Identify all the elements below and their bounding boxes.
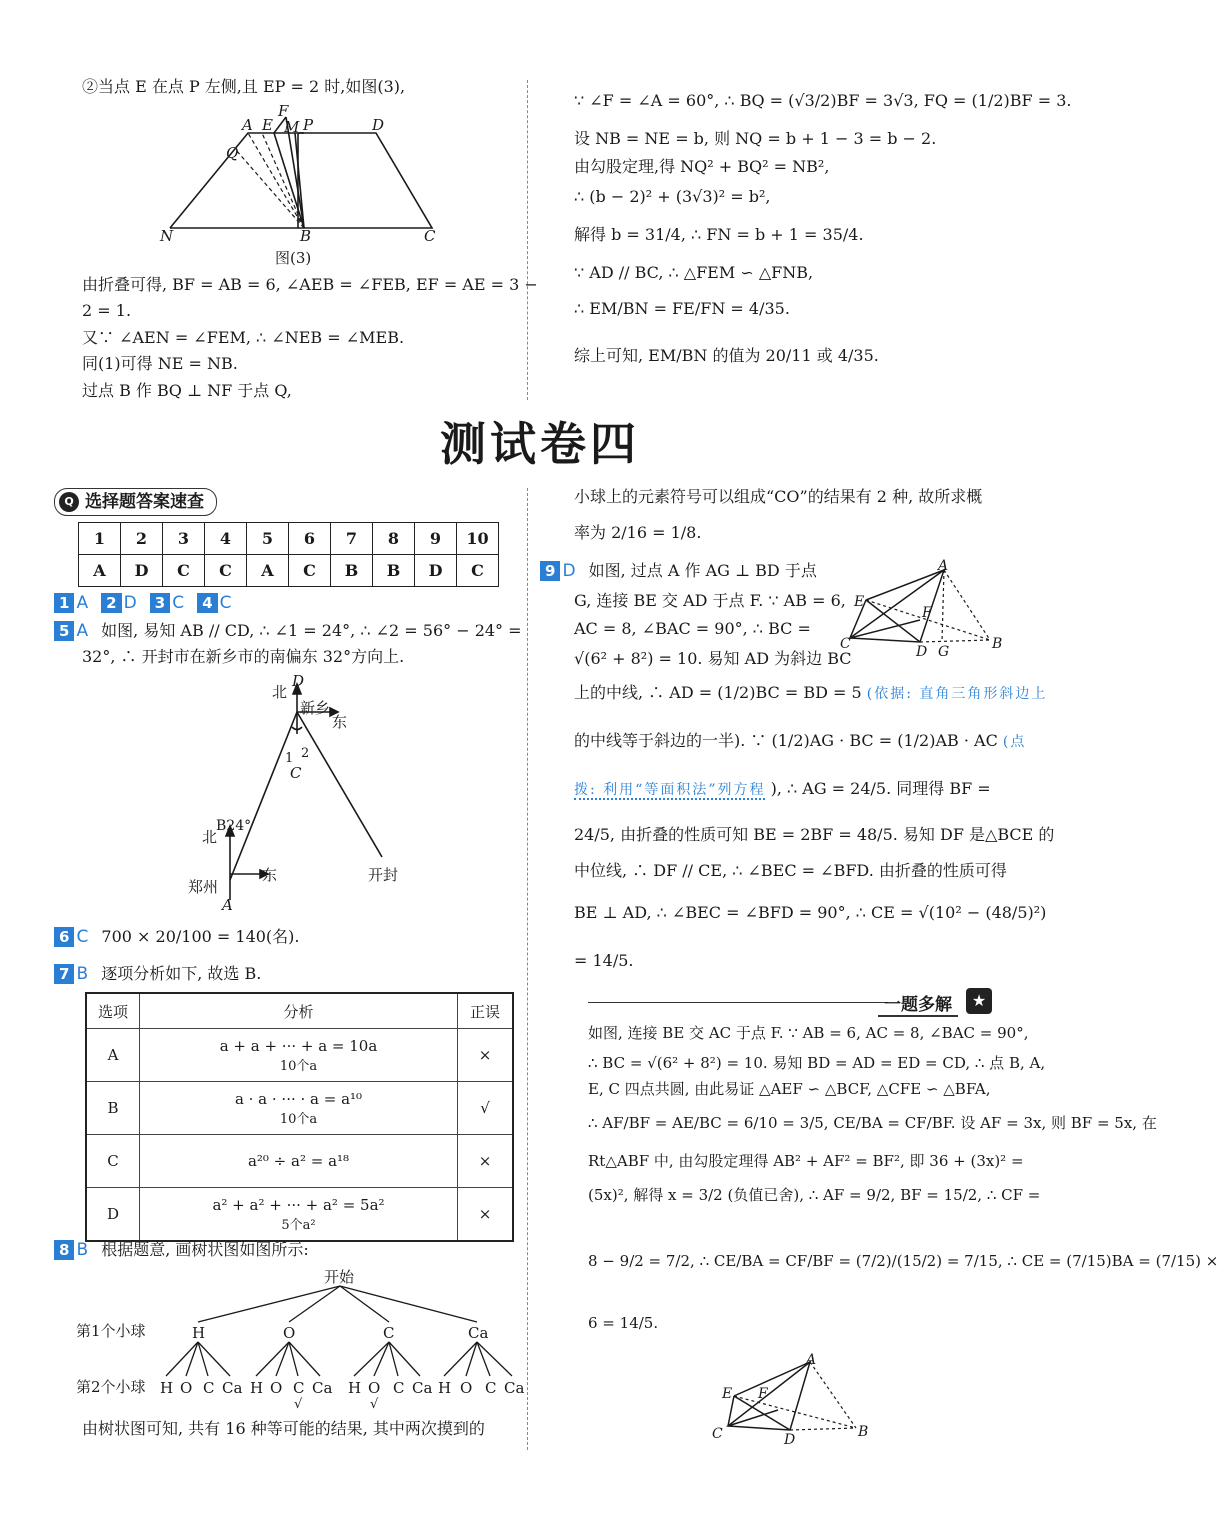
- multi-line-1: 如图, 连接 BE 交 AC 于点 F. ∵ AB = 6, AC = 8, ∠BAC = 90°,: [588, 1024, 1029, 1042]
- q5-line-2: 32°, ∴ 开封市在新乡市的南偏东 32°方向上.: [82, 647, 405, 666]
- qans: C: [289, 555, 331, 587]
- tree-leaf: C: [485, 1379, 497, 1397]
- label-b: B: [858, 1424, 869, 1440]
- q5-text-1: 如图, 易知 AB // CD, ∴ ∠1 = 24°, ∴ ∠2 = 56° − 24° =: [101, 621, 522, 640]
- label-b: B: [300, 227, 312, 245]
- label-f: F: [758, 1386, 768, 1402]
- header-option: 选项: [86, 993, 140, 1029]
- table-row: [86, 1188, 513, 1242]
- analysis-formula: a²⁰ ÷ a² = a¹⁸: [247, 1152, 350, 1170]
- q9-tip-2: (点: [1002, 734, 1027, 750]
- quick-numbers-row: [79, 523, 499, 555]
- tree-leaf: O: [270, 1379, 283, 1397]
- tree-check-mark: √: [370, 1397, 379, 1412]
- qnum: 8: [373, 523, 415, 555]
- tree-node-o: O: [283, 1324, 296, 1342]
- label-c: C: [840, 636, 851, 652]
- q9-line-9: 中位线, ∴ DF // CE, ∴ ∠BEC = ∠BFD. 由折叠的性质可得: [574, 861, 1007, 880]
- q8-answer: B: [76, 1240, 89, 1260]
- multi-line-7: 8 − 9/2 = 7/2, ∴ CE/BA = CF/BF = (7/2)/(15/2) = 7/15, ∴ CE = (7/15)BA = (7/15) ×: [588, 1252, 1218, 1270]
- multi-line-8: 6 = 14/5.: [588, 1314, 659, 1332]
- q7-analysis-table: [85, 992, 514, 1242]
- q9-line-11: = 14/5.: [574, 951, 634, 970]
- label-e: E: [262, 116, 273, 134]
- q4-badge: 4: [197, 593, 217, 613]
- tree-leaf: H: [348, 1379, 362, 1397]
- q8-text: 根据题意, 画树状图如图所示:: [101, 1240, 309, 1259]
- analysis-cell: [140, 1188, 458, 1242]
- label-north-bottom: 北: [202, 828, 218, 846]
- verdict-cell: ×: [458, 1029, 514, 1082]
- q9-tip-1: (依据: 直角三角形斜边上: [866, 686, 1048, 702]
- label-angle-1: 1: [285, 751, 294, 766]
- tree-check-mark: √: [294, 1397, 303, 1412]
- quick-answers-table: [78, 522, 499, 587]
- multi-line-5: Rt△ABF 中, 由勾股定理得 AB² + AF² = BF², 即 36 + (3x)² =: [588, 1152, 1024, 1170]
- q1-answer: A: [76, 593, 89, 613]
- right-line-2: 设 NB = NE = b, 则 NQ = b + 1 − 3 = b − 2.: [574, 129, 937, 148]
- qnum: 1: [79, 523, 121, 555]
- label-d-top: D: [292, 672, 305, 690]
- qnum: 3: [163, 523, 205, 555]
- analysis-formula: a · a · ··· · a = a¹⁰: [234, 1089, 363, 1108]
- multi-line-3: E, C 四点共圆, 由此易证 △AEF ∽ △BCF, △CFE ∽ △BFA,: [588, 1080, 991, 1098]
- table-row: [86, 1029, 513, 1082]
- multi-solution-heading: [588, 990, 998, 1016]
- label-g: G: [938, 644, 950, 660]
- label-c: C: [290, 764, 302, 782]
- q9-line-6: [574, 730, 1026, 753]
- label-p: P: [303, 116, 314, 134]
- qans: D: [121, 555, 163, 587]
- label-m: M: [284, 118, 300, 136]
- multi-line-6: (5x)², 解得 x = 3/2 (负值已舍), ∴ AF = 9/2, BF = 15/2, ∴ CF =: [588, 1186, 1041, 1204]
- q6-answer: C: [76, 927, 89, 947]
- qnum: 9: [415, 523, 457, 555]
- label-e: E: [854, 594, 865, 610]
- right-line-8: 综上可知, EM/BN 的值为 20/11 或 4/35.: [574, 346, 879, 365]
- verdict-cell: ×: [458, 1188, 514, 1242]
- qnum: 6: [289, 523, 331, 555]
- q9-line-2: G, 连接 BE 交 AD 于点 F. ∵ AB = 6,: [574, 591, 846, 610]
- header-analysis: 分析: [140, 993, 458, 1029]
- qans: B: [373, 555, 415, 587]
- trapezoid-figure-3: [150, 100, 450, 270]
- q7-line: [54, 963, 261, 985]
- qans: C: [163, 555, 205, 587]
- right-line-1: ∵ ∠F = ∠A = 60°, ∴ BQ = (√3/2)BF = 3√3, FQ = (1/2)BF = 3.: [574, 91, 1072, 110]
- q4-answer: C: [219, 593, 232, 613]
- right-line-7: ∴ EM/BN = FE/FN = 4/35.: [574, 299, 790, 318]
- tree-node-c: C: [383, 1324, 395, 1342]
- label-b: B: [992, 636, 1003, 652]
- qans: C: [205, 555, 247, 587]
- multi-line-2: ∴ BC = √(6² + 8²) = 10. 易知 BD = AD = ED = CD, ∴ 点 B, A,: [588, 1054, 1046, 1072]
- tree-leaf: Ca: [412, 1379, 433, 1397]
- page-title: 测试卷四: [440, 417, 640, 471]
- label-f: F: [922, 605, 932, 621]
- q9-triangle-figure: [838, 560, 1008, 660]
- tree-root: 开始: [324, 1268, 355, 1286]
- analysis-formula: a² + a² + ··· + a² = 5a²: [212, 1195, 385, 1214]
- quick-answers-label: 选择题答案速查: [85, 492, 204, 512]
- header-verdict: 正误: [458, 993, 514, 1029]
- q3-answer: C: [172, 593, 185, 613]
- label-q: Q: [226, 144, 239, 162]
- right-line-3: 由勾股定理,得 NQ² + BQ² = NB²,: [574, 157, 830, 176]
- q7-text: 逐项分析如下, 故选 B.: [101, 964, 262, 983]
- q9-line-10: BE ⊥ AD, ∴ ∠BEC = ∠BFD = 90°, ∴ CE = √(10² − (48/5)²): [574, 903, 1047, 922]
- label-d: D: [372, 116, 385, 134]
- tree-leaf: H: [160, 1379, 174, 1397]
- column-divider-top: [527, 80, 528, 400]
- label-east-top: 东: [332, 713, 348, 731]
- q9-text-1: 如图, 过点 A 作 AG ⊥ BD 于点: [588, 561, 817, 580]
- table-row: [86, 1082, 513, 1135]
- heading-rule: [588, 1002, 888, 1003]
- qans: C: [457, 555, 499, 587]
- q6-line: [54, 926, 300, 948]
- q9-text-5: 上的中线, ∴ AD = (1/2)BC = BD = 5: [574, 683, 862, 702]
- tree-leaf: C: [293, 1379, 305, 1397]
- figure-caption: 图(3): [275, 249, 312, 267]
- option-cell: D: [86, 1188, 140, 1242]
- label-xinxiang: 新乡: [300, 699, 331, 717]
- case-line: ②当点 E 在点 P 左侧,且 EP = 2 时,如图(3),: [82, 77, 406, 96]
- q9-text-7: ), ∴ AG = 24/5. 同理得 BF =: [770, 779, 991, 798]
- tree-leaf: H: [250, 1379, 264, 1397]
- qnum: 4: [205, 523, 247, 555]
- qnum: 5: [247, 523, 289, 555]
- qans: A: [79, 555, 121, 587]
- analysis-formula: a + a + ··· + a = 10a: [219, 1036, 378, 1055]
- q9-answer: D: [562, 561, 576, 581]
- label-east-bottom: 东: [262, 866, 278, 884]
- body-line-5: 过点 B 作 BQ ⊥ NF 于点 Q,: [82, 381, 292, 400]
- quick-answers-heading: [54, 488, 217, 516]
- body-line-3: 又∵ ∠AEN = ∠FEM, ∴ ∠NEB = ∠MEB.: [82, 328, 405, 347]
- label-kaifeng: 开封: [368, 866, 399, 884]
- verdict-cell: ×: [458, 1135, 514, 1188]
- label-b24: B24°: [216, 818, 252, 834]
- q9-line-7: [574, 778, 991, 801]
- label-e: E: [722, 1386, 733, 1402]
- label-angle-2: 2: [301, 746, 310, 761]
- qans: A: [247, 555, 289, 587]
- analysis-note: 10个a: [279, 1058, 318, 1074]
- right-line-4: ∴ (b − 2)² + (3√3)² = b²,: [574, 187, 771, 206]
- label-c: C: [712, 1426, 723, 1442]
- star-icon: ★: [966, 988, 992, 1014]
- right-col-line-1: 小球上的元素符号可以组成“CO”的结果有 2 种, 故所求概: [574, 487, 983, 506]
- q7-answer: B: [76, 964, 89, 984]
- q8-line: [54, 1239, 309, 1261]
- multi-solution-label: 一题多解: [878, 990, 958, 1017]
- tree-leaf: Ca: [504, 1379, 525, 1397]
- q2-answer: D: [123, 593, 137, 613]
- label-a-bottom: A: [222, 896, 233, 914]
- qans: D: [415, 555, 457, 587]
- tree-leaf: Ca: [312, 1379, 333, 1397]
- multi-triangle-figure: [708, 1352, 878, 1446]
- tree-leaf: Ca: [222, 1379, 243, 1397]
- q9-line-3: AC = 8, ∠BAC = 90°, ∴ BC =: [574, 619, 811, 638]
- right-line-5: 解得 b = 31/4, ∴ FN = b + 1 = 35/4.: [574, 225, 864, 244]
- qnum: 2: [121, 523, 163, 555]
- right-col-line-2: 率为 2/16 = 1/8.: [574, 523, 702, 542]
- tree-level2-label: 第2个小球: [76, 1378, 146, 1396]
- quick-answers-row: [79, 555, 499, 587]
- line-xinxiang-kaifeng: [297, 712, 382, 857]
- body-line-1: 由折叠可得, BF = AB = 6, ∠AEB = ∠FEB, EF = AE = 3 −: [82, 275, 538, 294]
- label-zhengzhou: 郑州: [188, 878, 219, 896]
- right-line-6: ∵ AD // BC, ∴ △FEM ∽ △FNB,: [574, 263, 814, 282]
- option-cell: A: [86, 1029, 140, 1082]
- label-c: C: [424, 227, 436, 245]
- qnum: 10: [457, 523, 499, 555]
- q1-badge: 1: [54, 593, 74, 613]
- multi-line-4: ∴ AF/BF = AE/BC = 6/10 = 3/5, CE/BA = CF/BF. 设 AF = 3x, 则 BF = 5x, 在: [588, 1114, 1157, 1132]
- q5-answer: A: [76, 621, 89, 641]
- q8-badge: 8: [54, 1240, 74, 1260]
- analysis-cell: [140, 1082, 458, 1135]
- q7-badge: 7: [54, 964, 74, 984]
- body-line-4: 同(1)可得 NE = NB.: [82, 354, 238, 373]
- verdict-cell: √: [458, 1082, 514, 1135]
- label-d: D: [784, 1432, 796, 1448]
- tree-leaf: O: [368, 1379, 381, 1397]
- q9-line-1: [540, 560, 817, 582]
- q8-conclusion: 由树状图可知, 共有 16 种等可能的结果, 其中两次摸到的: [82, 1419, 485, 1438]
- tree-leaf: C: [393, 1379, 405, 1397]
- tree-level1-label: 第1个小球: [76, 1322, 146, 1340]
- label-north-top: 北: [272, 683, 288, 701]
- quick-answers-icon: Q: [59, 492, 79, 512]
- q6-text: 700 × 20/100 = 140(名).: [101, 927, 300, 946]
- qnum: 7: [331, 523, 373, 555]
- label-n: N: [160, 227, 174, 245]
- tree-leaf: O: [180, 1379, 193, 1397]
- label-f: F: [278, 102, 289, 120]
- option-cell: B: [86, 1082, 140, 1135]
- q9-line-8: 24/5, 由折叠的性质可知 BE = 2BF = 48/5. 易知 DF 是△BCE 的: [574, 825, 1055, 844]
- label-d: D: [916, 644, 928, 660]
- q9-tip-3: 拨: 利用“等面积法”列方程: [574, 782, 766, 798]
- q9-badge: 9: [540, 561, 560, 581]
- table-header-row: [86, 993, 513, 1029]
- table-row: [86, 1135, 513, 1188]
- analysis-cell: [140, 1029, 458, 1082]
- analysis-note: 10个a: [279, 1111, 318, 1127]
- label-a: A: [806, 1352, 817, 1368]
- q3-badge: 3: [150, 593, 170, 613]
- q9-line-5: [574, 682, 1047, 705]
- q5-line-1: [54, 620, 522, 642]
- q9-line-4: √(6² + 8²) = 10. 易知 AD 为斜边 BC: [574, 649, 852, 668]
- tree-leaf: H: [438, 1379, 452, 1397]
- tree-node-ca: Ca: [468, 1324, 489, 1342]
- direction-figure: [180, 672, 440, 917]
- q6-badge: 6: [54, 927, 74, 947]
- label-a: A: [242, 116, 253, 134]
- qans: B: [331, 555, 373, 587]
- label-a: A: [938, 558, 949, 574]
- tree-diagram: [70, 1262, 530, 1412]
- tree-leaf: C: [203, 1379, 215, 1397]
- tree-leaf: O: [460, 1379, 473, 1397]
- option-cell: C: [86, 1135, 140, 1188]
- answers-1-to-4: [54, 592, 240, 614]
- tree-node-h: H: [192, 1324, 206, 1342]
- analysis-cell: [140, 1135, 458, 1188]
- analysis-note: 5个a²: [281, 1217, 316, 1233]
- q2-badge: 2: [101, 593, 121, 613]
- q5-badge: 5: [54, 621, 74, 641]
- line-zhengzhou-xinxiang: [230, 712, 297, 880]
- body-line-2: 2 = 1.: [82, 301, 132, 320]
- q9-text-6: 的中线等于斜边的一半). ∵ (1/2)AG · BC = (1/2)AB · AC: [574, 731, 998, 750]
